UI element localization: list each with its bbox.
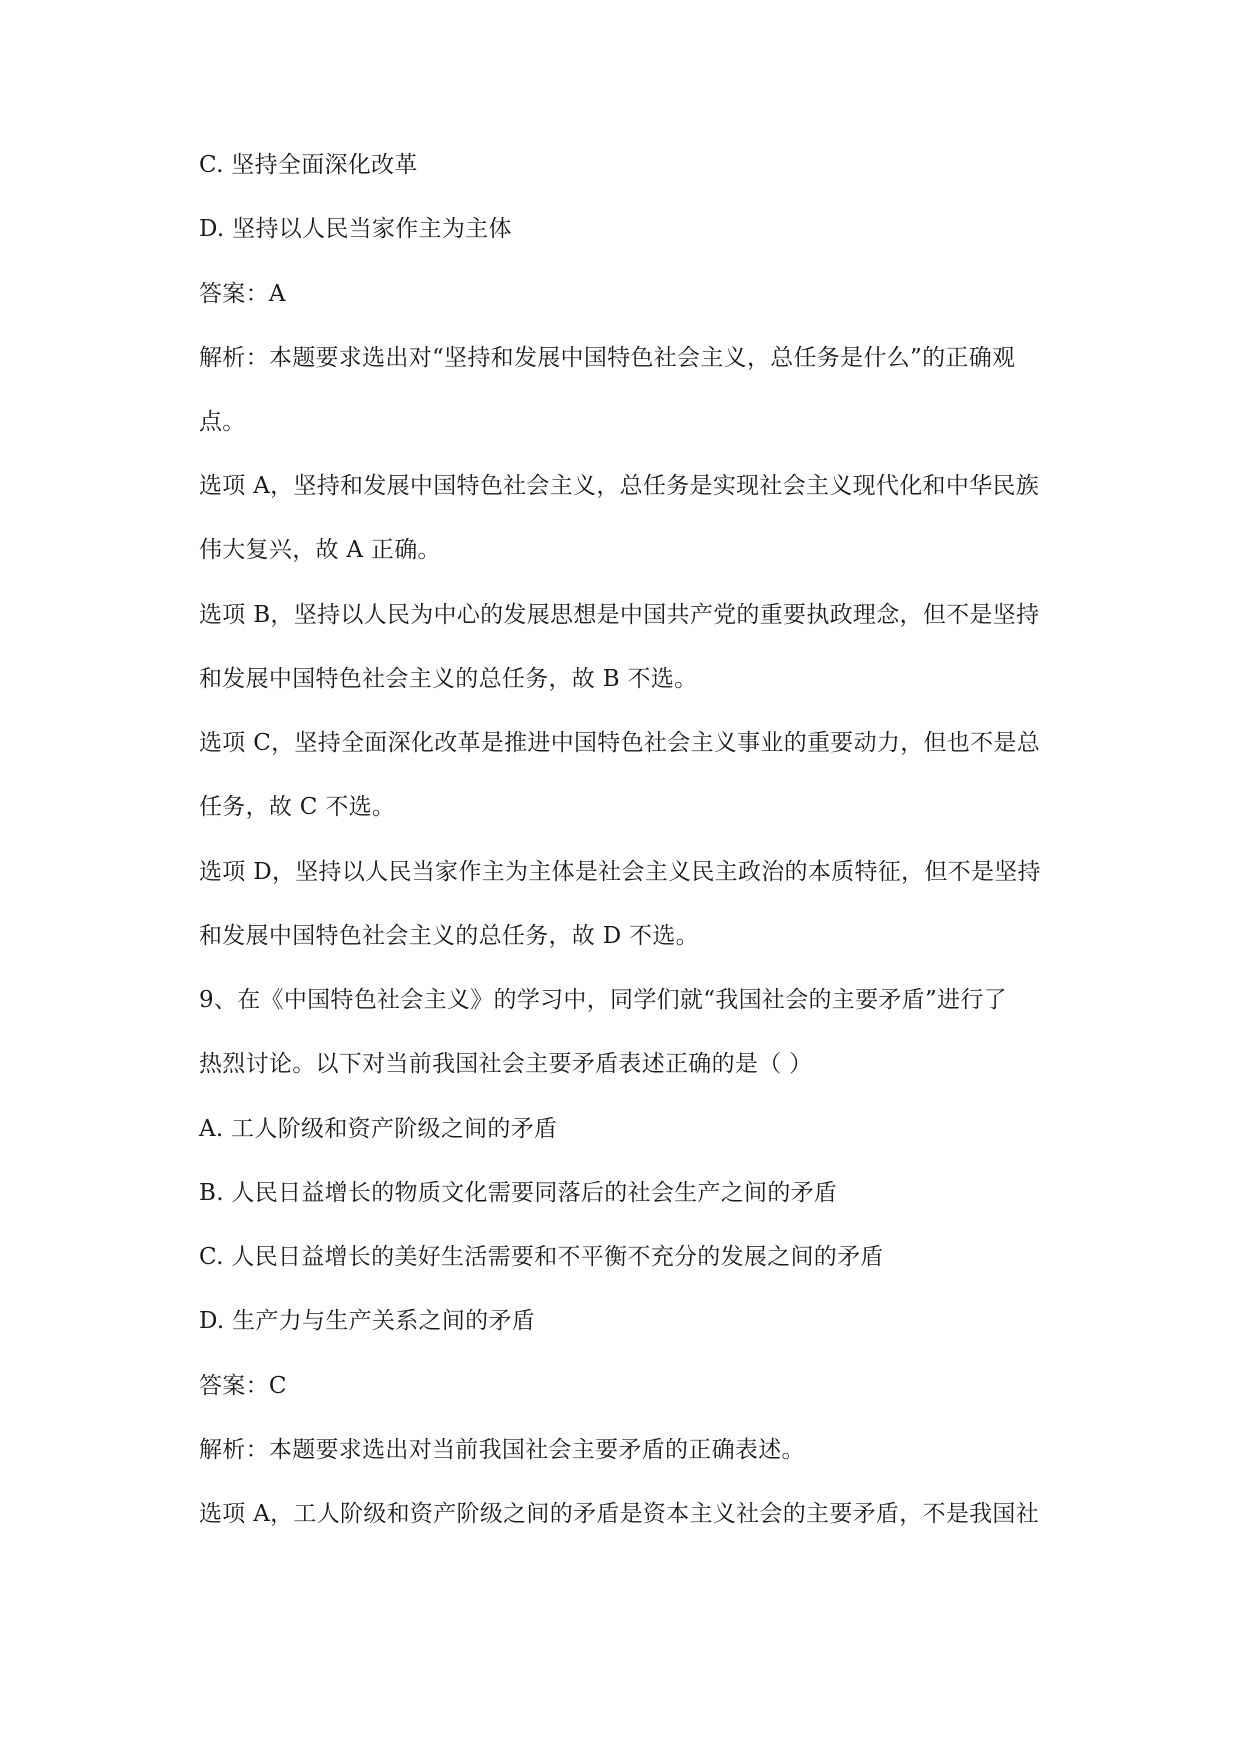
question-9-answer: 答案：C [199,1373,287,1399]
question-9-option-d: D. 生产力与生产关系之间的矛盾 [199,1308,536,1334]
question-9-option-a: A. 工人阶级和资产阶级之间的矛盾 [199,1116,558,1142]
analysis-option-c-line-1: 选项 C，坚持全面深化改革是推进中国特色社会主义事业的重要动力，但也不是总 [199,730,1041,756]
analysis-option-c-line-2: 任务，故 C 不选。 [199,794,396,820]
analysis-option-d-line-2: 和发展中国特色社会主义的总任务，故 D 不选。 [199,923,699,949]
question-9-analysis-option-a: 选项 A，工人阶级和资产阶级之间的矛盾是资本主义社会的主要矛盾，不是我国社 [199,1501,1040,1527]
question-9-line-2: 热烈讨论。以下对当前我国社会主要矛盾表述正确的是（ ） [199,1051,813,1077]
analysis-option-a-line-1: 选项 A，坚持和发展中国特色社会主义，总任务是实现社会主义现代化和中华民族 [199,473,1040,499]
analysis-option-b-line-2: 和发展中国特色社会主义的总任务，故 B 不选。 [199,666,698,692]
question-9-analysis: 解析：本题要求选出对当前我国社会主要矛盾的正确表述。 [199,1437,805,1463]
analysis-option-d-line-1: 选项 D，坚持以人民当家作主为主体是社会主义民主政治的本质特征，但不是坚持 [199,859,1041,885]
question-9-line-1: 9、在《中国特色社会主义》的学习中，同学们就“我国社会的主要矛盾”进行了 [199,987,1007,1013]
question-9-option-b: B. 人民日益增长的物质文化需要同落后的社会生产之间的矛盾 [199,1180,838,1206]
analysis-option-a-line-2: 伟大复兴，故 A 正确。 [199,537,441,563]
option-d-prev: D. 坚持以人民当家作主为主体 [199,216,512,242]
analysis-prev-line-2: 点。 [199,409,246,435]
question-9-option-c: C. 人民日益增长的美好生活需要和不平衡不充分的发展之间的矛盾 [199,1244,884,1270]
analysis-option-b-line-1: 选项 B，坚持以人民为中心的发展思想是中国共产党的重要执政理念，但不是坚持 [199,602,1040,628]
answer-prev: 答案：A [199,281,286,307]
option-c-prev: C. 坚持全面深化改革 [199,152,418,178]
analysis-prev-line-1: 解析：本题要求选出对“坚持和发展中国特色社会主义，总任务是什么”的正确观 [199,345,1016,371]
